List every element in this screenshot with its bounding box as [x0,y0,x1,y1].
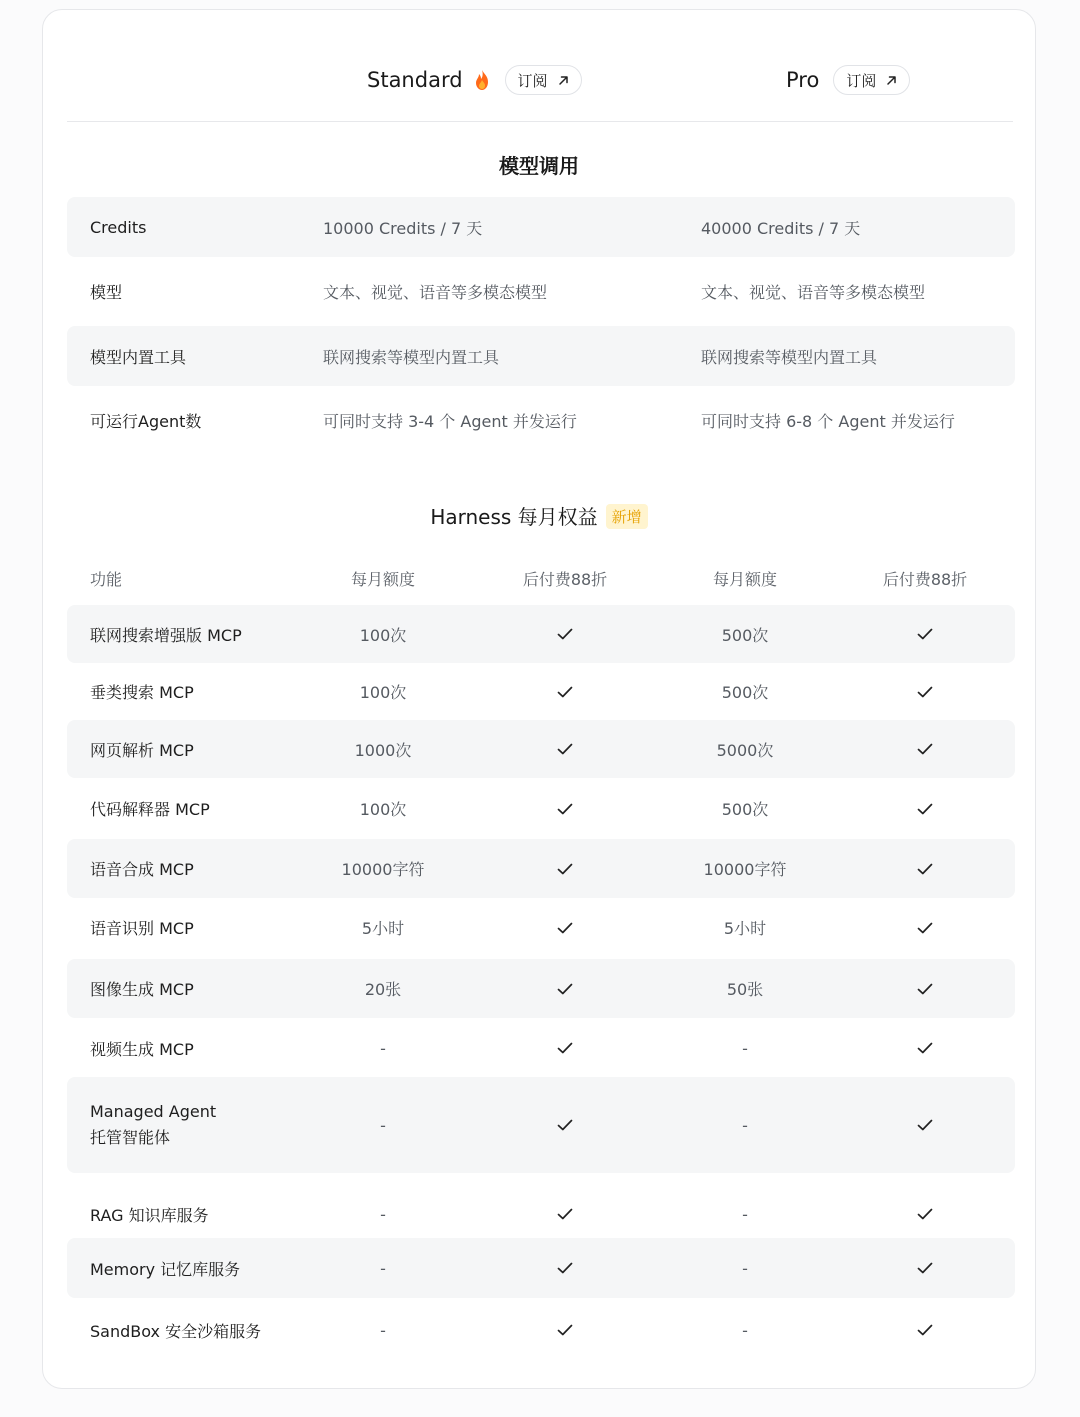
standard-quota: 100次 [359,625,407,645]
checkmark-icon [557,686,573,698]
checkmark-icon [917,1262,933,1274]
feature-name: 代码解释器 MCP [90,800,210,819]
checkmark-icon [917,1119,933,1131]
feature-name: 图像生成 MCP [90,980,194,999]
row-label: 模型内置工具 [90,347,187,367]
column-header-pro-quota: 每月额度 [712,569,777,589]
pro-quota: 50张 [726,980,764,999]
column-header-standard-postpaid: 后付费88折 [522,569,608,589]
standard-quota: 5小时 [361,919,405,938]
table-row [67,1238,1015,1298]
table-row [67,899,1015,956]
pro-value: 可同时支持 6-8 个 Agent 并发运行 [701,411,955,431]
standard-quota: - [380,1038,386,1058]
checkmark-icon [917,863,933,875]
checkmark-icon [557,1208,573,1220]
standard-value: 10000 Credits / 7 天 [323,218,483,238]
feature-name: 视频生成 MCP [90,1039,194,1059]
standard-postpaid-check [499,1238,631,1298]
pro-postpaid-check [859,1299,991,1361]
pro-postpaid-check [859,839,991,898]
checkmark-icon [917,686,933,698]
pro-value: 文本、视觉、语音等多模态模型 [701,282,926,302]
pro-quota: - [742,1320,748,1340]
standard-postpaid-check [499,663,631,720]
standard-postpaid-check [499,779,631,838]
standard-postpaid-check [499,839,631,898]
pro-postpaid-check [859,959,991,1018]
arrow-up-right-icon [558,75,569,86]
plan-header-pro [786,58,910,102]
pro-postpaid-check [859,899,991,956]
table-row [67,779,1015,838]
feature-name-line2: 托管智能体 [90,1128,171,1147]
standard-quota: - [380,1258,386,1278]
standard-postpaid-check [499,1077,631,1173]
checkmark-icon [917,983,933,995]
checkmark-icon [557,743,573,755]
feature-name: Memory 记忆库服务 [90,1259,241,1279]
standard-quota: 100次 [359,800,407,819]
checkmark-icon [917,922,933,934]
standard-postpaid-check [499,899,631,956]
row-label: 模型 [90,282,123,302]
feature-name: 垂类搜索 MCP [90,683,194,702]
pro-quota: 500次 [721,625,769,645]
standard-quota: - [380,1204,386,1224]
table-row [67,1077,1015,1173]
plan-header-standard [367,58,582,102]
standard-postpaid-check [499,1019,631,1077]
standard-quota: 100次 [359,683,407,702]
pro-quota: - [742,1258,748,1278]
feature-name: RAG 知识库服务 [90,1205,209,1225]
checkmark-icon [557,922,573,934]
header-divider [67,121,1013,122]
model-row-agents [67,390,1015,450]
pro-quota: - [742,1204,748,1224]
arrow-up-right-icon [886,75,897,86]
feature-name: 联网搜索增强版 MCP [90,625,242,645]
standard-quota: 10000字符 [341,860,425,879]
model-row-credits [67,197,1015,257]
standard-value: 联网搜索等模型内置工具 [323,347,500,367]
checkmark-icon [917,1208,933,1220]
pro-quota: 500次 [721,800,769,819]
table-row [67,720,1015,778]
table-row [67,605,1015,663]
checkmark-icon [917,628,933,640]
pro-postpaid-check [859,1238,991,1298]
row-label: Credits [90,217,147,237]
pro-quota: 5000次 [716,740,774,760]
table-row [67,839,1015,898]
checkmark-icon [917,803,933,815]
section-title-model: 模型调用 [499,154,579,178]
standard-quota: 20张 [364,980,402,999]
pro-value: 联网搜索等模型内置工具 [701,347,878,367]
checkmark-icon [557,1262,573,1274]
pro-postpaid-check [859,663,991,720]
checkmark-icon [917,743,933,755]
checkmark-icon [557,1324,573,1336]
subscribe-standard-button[interactable] [505,65,582,95]
checkmark-icon [557,983,573,995]
pro-value: 40000 Credits / 7 天 [701,218,861,238]
table-row [67,959,1015,1018]
model-row-tools [67,326,1015,386]
section-title-harness [43,501,1035,530]
pricing-comparison-card [42,9,1036,1389]
table-row [67,663,1015,720]
pro-postpaid-check [859,779,991,838]
pro-postpaid-check [859,720,991,778]
standard-quota: - [380,1320,386,1340]
feature-name: 网页解析 MCP [90,740,194,760]
feature-name: 语音识别 MCP [90,919,194,938]
standard-value: 可同时支持 3-4 个 Agent 并发运行 [323,411,577,431]
standard-postpaid-check [499,1187,631,1241]
checkmark-icon [917,1042,933,1054]
pro-quota: 500次 [721,683,769,702]
checkmark-icon [557,628,573,640]
harness-table-header [67,550,1015,606]
flame-icon [473,69,491,91]
column-header-pro-postpaid: 后付费88折 [882,569,968,589]
subscribe-standard-label: 订阅 [517,71,548,90]
feature-name: SandBox 安全沙箱服务 [90,1321,262,1341]
checkmark-icon [557,1042,573,1054]
checkmark-icon [557,1119,573,1131]
standard-postpaid-check [499,605,631,663]
harness-title-text: Harness 每月权益 [430,505,598,529]
feature-name: 语音合成 MCP [90,860,194,879]
standard-postpaid-check [499,1299,631,1361]
checkmark-icon [557,863,573,875]
table-row [67,1187,1015,1241]
feature-name [90,1077,216,1173]
table-row [67,1019,1015,1077]
pro-postpaid-check [859,1019,991,1077]
pro-quota: 10000字符 [703,860,787,879]
standard-postpaid-check [499,959,631,1018]
pro-postpaid-check [859,605,991,663]
model-row-models [67,261,1015,321]
pro-postpaid-check [859,1187,991,1241]
pro-quota: 5小时 [723,919,767,938]
row-label: 可运行Agent数 [90,411,202,431]
column-header-feature: 功能 [90,569,123,589]
plan-name-standard: Standard [367,68,463,92]
checkmark-icon [557,803,573,815]
plan-name-pro: Pro [786,68,820,92]
pro-quota: - [742,1115,748,1135]
standard-value: 文本、视觉、语音等多模态模型 [323,282,548,302]
subscribe-pro-button[interactable] [833,65,910,95]
standard-postpaid-check [499,720,631,778]
standard-quota: 1000次 [354,740,412,760]
new-badge: 新增 [606,504,648,529]
feature-name-line1: Managed Agent [90,1102,217,1121]
standard-quota: - [380,1115,386,1135]
table-row [67,1299,1015,1361]
checkmark-icon [917,1324,933,1336]
pro-postpaid-check [859,1077,991,1173]
column-header-standard-quota: 每月额度 [350,569,415,589]
subscribe-pro-label: 订阅 [846,71,877,90]
pro-quota: - [742,1038,748,1058]
